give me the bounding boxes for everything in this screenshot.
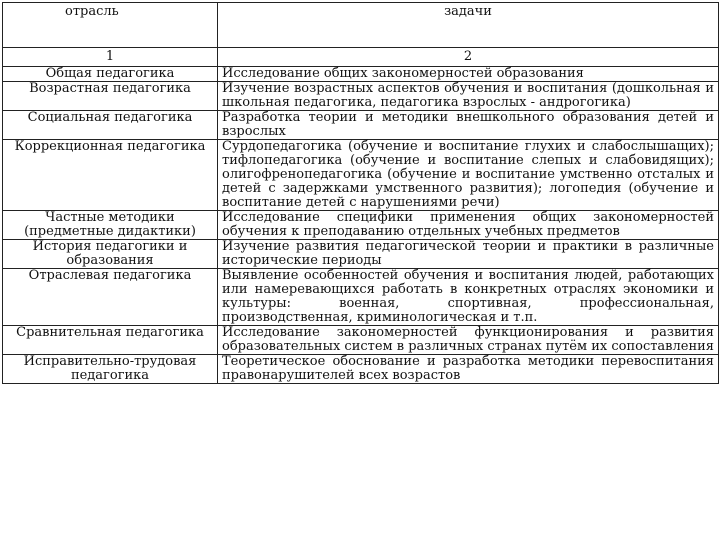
column-number-row [3, 48, 719, 67]
branch-task: Изучение возрастных аспектов обучения и воспитания (дошкольная и школьная педагогика, педагогика взрослых - андрогогика) [218, 82, 719, 111]
header-branch: отрасль [3, 3, 218, 48]
column-number-2: 2 [218, 48, 719, 67]
branch-name: Возрастная педагогика [3, 82, 218, 111]
table-row [3, 326, 719, 355]
branch-name: Частные методики (предметные дидактики) [3, 211, 218, 240]
pedagogy-branches-table [2, 2, 719, 384]
branch-name: Общая педагогика [3, 67, 218, 82]
table-row [3, 240, 719, 269]
branch-name: Сравнительная педагогика [3, 326, 218, 355]
branch-name: Коррекционная педагогика [3, 140, 218, 211]
table-row [3, 111, 719, 140]
branch-task: Исследование специфики применения общих закономерностей обучения к преподаванию отдельных учебных предметов [218, 211, 719, 240]
branch-task: Сурдопедагогика (обучение и воспитание глухих и слабослышащих); тифлопедагогика (обучение и воспитание слепых и слабовидящих); олигофренопедагогика (обучение и воспитание умственно отсталых и детей с задержками умственного развития); логопедия (обучение и воспитание детей с нарушениями речи) [218, 140, 719, 211]
table-row [3, 140, 719, 211]
column-number-1: 1 [3, 48, 218, 67]
branch-name: Отраслевая педагогика [3, 269, 218, 326]
header-tasks: задачи [218, 3, 719, 48]
branch-task: Исследование общих закономерностей образования [218, 67, 719, 82]
branch-name: История педагогики и образования [3, 240, 218, 269]
table-row [3, 67, 719, 82]
branch-task: Разработка теории и методики внешкольного образования детей и взрослых [218, 111, 719, 140]
branch-task: Выявление особенностей обучения и воспитания людей, работающих или намеревающихся работать в конкретных отраслях экономики и культуры: военная, спортивная, профессиональная, производственная, криминологическая и т.п. [218, 269, 719, 326]
table-row [3, 211, 719, 240]
table-row [3, 355, 719, 384]
table-row [3, 269, 719, 326]
header-row [3, 3, 719, 48]
branch-name: Исправительно-трудовая педагогика [3, 355, 218, 384]
table-row [3, 82, 719, 111]
branch-task: Изучение развития педагогической теории и практики в различные исторические периоды [218, 240, 719, 269]
branch-task: Исследование закономерностей функционирования и развития образовательных систем в различных странах путём их сопоставления [218, 326, 719, 355]
branch-name: Социальная педагогика [3, 111, 218, 140]
branch-task: Теоретическое обоснование и разработка методики перевоспитания правонарушителей всех возрастов [218, 355, 719, 384]
